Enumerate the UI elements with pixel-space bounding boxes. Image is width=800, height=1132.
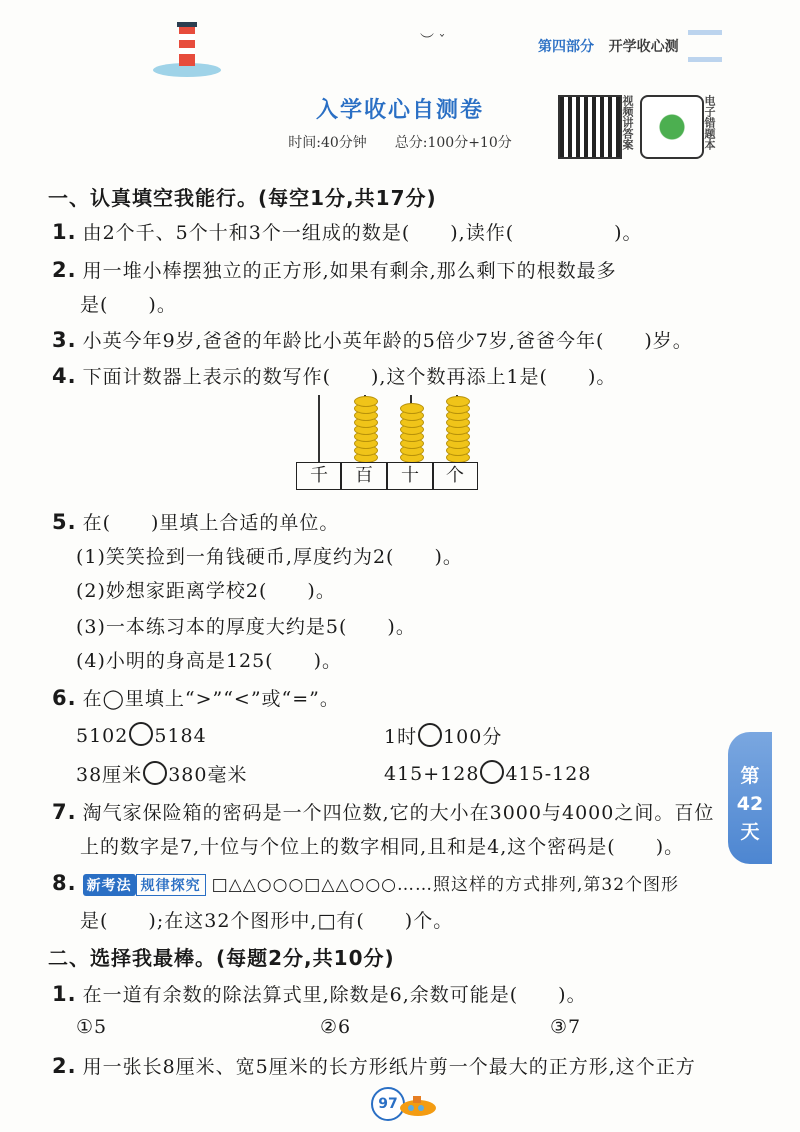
q-number: 2. (52, 1054, 77, 1078)
question-1-5 (52, 508, 339, 535)
compare-right: 415-128 (505, 763, 592, 785)
compare-left: 38厘米 (76, 764, 143, 786)
q-number: 7. (52, 800, 77, 824)
compare-row-c (76, 760, 247, 787)
q-text: 下面计数器上表示的数写作( ),这个数再添上1是( )。 (82, 366, 617, 388)
abacus-bead (400, 403, 424, 414)
abacus-rod-thousands (318, 395, 320, 462)
compare-row-b (384, 722, 502, 749)
qr-code-wrongbook[interactable] (640, 95, 704, 159)
pattern-explore-badge: 规律探究 (136, 874, 206, 896)
question-1-2 (52, 256, 617, 283)
compare-left: 1时 (384, 726, 418, 748)
q-text: 用一张长8厘米、宽5厘米的长方形纸片剪一个最大的正方形,这个正方 (82, 1056, 696, 1078)
q-text-continued: 是( )。 (80, 294, 177, 316)
q-number: 4. (52, 364, 77, 388)
section2-heading: 二、选择我最棒。(每题2分,共10分) (48, 946, 395, 970)
part-label: 第四部分 (538, 39, 594, 55)
compare-circle-input[interactable] (480, 760, 504, 784)
q-number: 5. (52, 510, 77, 534)
page-title: 入学收心自测卷 (315, 98, 484, 123)
q-text-continued: 是( );在这32个图形中,□有( )个。 (80, 910, 454, 932)
page-number: 97 (371, 1087, 405, 1121)
q-text: 淘气家保险箱的密码是一个四位数,它的大小在3000与4000之间。百位 (82, 802, 715, 824)
bird-icon: ︶ ˇ (420, 33, 446, 49)
compare-circle-input[interactable] (143, 761, 167, 785)
q-number: 3. (52, 328, 77, 352)
option-3[interactable]: ③7 (550, 1016, 582, 1038)
new-test-method-badge: 新考法 (83, 874, 136, 896)
compare-row-a (76, 722, 207, 747)
option-2[interactable]: ②6 (320, 1016, 352, 1038)
compare-row-d (384, 760, 591, 785)
q5-item-4: (4)小明的身高是125( )。 (76, 650, 343, 672)
question-1-1 (52, 218, 643, 245)
q-text: 在一道有余数的除法算式里,除数是6,余数可能是( )。 (82, 984, 587, 1006)
q-text: 在( )里填上合适的单位。 (82, 512, 340, 534)
question-2-2 (52, 1052, 696, 1079)
abacus-label-thousands: 千 (296, 462, 342, 490)
question-1-6 (52, 684, 340, 711)
qr-wrongbook-label: 电子错题本 (703, 95, 716, 150)
abacus-bead (446, 396, 470, 407)
compare-left: 5102 (76, 725, 129, 747)
abacus-label-hundreds: 百 (340, 462, 388, 490)
header-decoration (688, 30, 722, 62)
q-text: 由2个千、5个十和3个一组成的数是( ),读作( )。 (82, 222, 643, 244)
compare-right: 5184 (154, 725, 207, 747)
abacus-bead (354, 396, 378, 407)
question-2-1 (52, 980, 587, 1007)
day-tab-suffix: 天 (740, 821, 760, 843)
topic-label: 开学收心测 (608, 39, 679, 55)
q-text-continued: 上的数字是7,十位与个位上的数字相同,且和是4,这个密码是( )。 (80, 836, 685, 858)
compare-circle-input[interactable] (129, 722, 153, 746)
q-number: 2. (52, 258, 77, 282)
day-tab (728, 732, 772, 864)
question-1-7 (52, 798, 714, 825)
question-1-3 (52, 326, 693, 353)
time-score-info: 时间:40分钟 总分:100分+10分 (288, 135, 512, 151)
submarine-icon (396, 1092, 440, 1122)
section1-heading: 一、认真填空我能行。(每空1分,共17分) (48, 186, 437, 210)
abacus-label-ones: 个 (432, 462, 478, 490)
header-section-label (538, 36, 679, 56)
q-number: 1. (52, 982, 77, 1006)
compare-right: 380毫米 (168, 764, 248, 786)
q5-item-3: (3)一本练习本的厚度大约是5( )。 (76, 616, 416, 638)
q5-item-1: (1)笑笑捡到一角钱硬币,厚度约为2( )。 (76, 546, 463, 568)
q-text: 小英今年9岁,爸爸的年龄比小英年龄的5倍少7岁,爸爸今年( )岁。 (82, 330, 693, 352)
q-number: 6. (52, 686, 77, 710)
abacus-label-tens: 十 (386, 462, 434, 490)
q-text: 在◯里填上“>”“<”或“=”。 (82, 688, 340, 710)
day-tab-number: 42 (736, 793, 764, 815)
option-1[interactable]: ①5 (76, 1016, 108, 1038)
qr-code-video[interactable] (558, 95, 622, 159)
q-text: □△△○○○□△△○○○……照这样的方式排列,第32个图形 (211, 875, 680, 895)
lighthouse-icon (152, 18, 222, 78)
compare-circle-input[interactable] (418, 723, 442, 747)
qr-video-label: 视频讲答案 (621, 95, 634, 150)
compare-right: 100分 (443, 726, 503, 748)
q-number: 1. (52, 220, 77, 244)
question-1-8 (52, 870, 679, 896)
q5-item-2: (2)妙想家距离学校2( )。 (76, 580, 336, 602)
question-1-4 (52, 362, 616, 389)
compare-left: 415+128 (384, 763, 480, 785)
q-text: 用一堆小棒摆独立的正方形,如果有剩余,那么剩下的根数最多 (82, 260, 617, 282)
day-tab-prefix: 第 (740, 765, 760, 787)
q-number: 8. (52, 871, 77, 895)
